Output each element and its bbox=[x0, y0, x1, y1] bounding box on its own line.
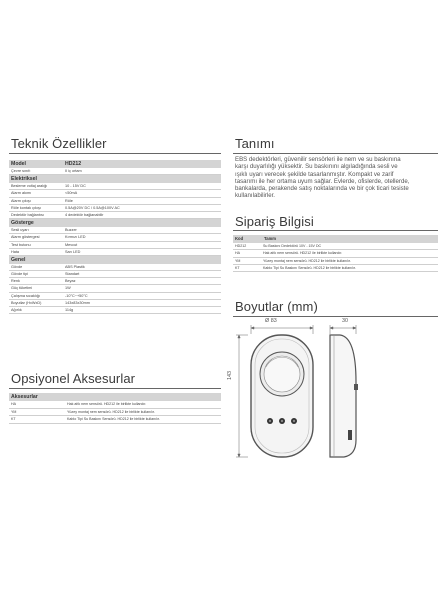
spec-row bbox=[9, 278, 221, 285]
opsiyonel-header: Aksesurlar bbox=[9, 393, 221, 401]
spec-section-header: Genel bbox=[9, 256, 221, 264]
accessory-row bbox=[9, 416, 221, 424]
accessory-row bbox=[9, 401, 221, 409]
boyutlar-title: Boyutlar (mm) bbox=[235, 299, 318, 314]
opsiyonel-rule bbox=[9, 388, 221, 389]
spec-row bbox=[9, 242, 221, 249]
siparis-rule bbox=[233, 230, 438, 231]
model-label: Model bbox=[11, 161, 26, 167]
tanimi-rule bbox=[233, 153, 438, 154]
spec-key: Sesli uyarı bbox=[11, 228, 29, 233]
description-line: EBS dedektörleri, güvenilir sensörleri ile nem ve su baskınına bbox=[235, 156, 401, 163]
spec-key: Çevre sınıfı bbox=[11, 169, 31, 173]
teknik-rule bbox=[9, 153, 221, 154]
spec-value: Kırmızı LED bbox=[65, 235, 86, 240]
spec-value: 0.5A@20V DC / 0.5A@100V AC bbox=[65, 205, 120, 210]
description-line: kullanılabilirler. bbox=[235, 192, 275, 200]
width-dimension-label: Ø 83 bbox=[265, 318, 277, 324]
description-line: tasarımı ile her ortama uyum sağlar. Evlerde, ofislerde, otellerde, bbox=[235, 177, 410, 185]
spec-key: Alarm göstergesi bbox=[11, 235, 40, 240]
spec-value: <50mA bbox=[65, 191, 78, 196]
spec-key: Test butonu bbox=[11, 242, 31, 247]
order-description: Yüzey montaj nem sensörü. HD212 ile birlikte kullanılır. bbox=[263, 258, 351, 263]
spec-row bbox=[9, 212, 221, 219]
description-line: bankalarda, perakende satış noktalarında ve bir çok ticari tesiste bbox=[235, 185, 409, 193]
spec-value: Röle bbox=[65, 198, 73, 203]
spec-row bbox=[9, 205, 221, 212]
spec-row bbox=[9, 300, 221, 307]
opsiyonel-table bbox=[9, 393, 221, 424]
accessory-row bbox=[9, 409, 221, 417]
device-drawing bbox=[228, 322, 438, 462]
description-line: ışıklı uyarı verecek şekilde tasarlanmıştır. Kompakt ve zarif bbox=[235, 170, 394, 178]
accessory-description: Hak afık nem sensörü. HD212 ile birlikte kullanılır. bbox=[67, 402, 147, 406]
order-row bbox=[233, 265, 438, 272]
spec-key: Ağırlık bbox=[11, 308, 22, 312]
spec-row bbox=[9, 234, 221, 241]
height-dimension-line bbox=[236, 335, 248, 457]
siparis-header bbox=[233, 235, 438, 243]
siparis-col-tanim: Tanım bbox=[264, 236, 277, 241]
spec-key: Boyutlar (HxWxD) bbox=[11, 300, 42, 305]
accessory-description: Kablo Tipi Su Baskını Sensörü. HD212 ile birlikte kullanılır. bbox=[67, 417, 160, 422]
teknik-table bbox=[9, 160, 221, 314]
model-value: HD212 bbox=[65, 161, 82, 167]
spec-value: ABS Plastik bbox=[65, 264, 85, 269]
spec-row bbox=[9, 190, 221, 197]
accessory-code: KT bbox=[11, 417, 16, 422]
order-code: YM bbox=[235, 258, 241, 263]
width-dimension-line bbox=[251, 325, 313, 334]
spec-value: 10 - 15V DC bbox=[65, 184, 86, 189]
spec-value: 143x83x30mm bbox=[65, 300, 90, 305]
teknik-title: Teknik Özellikler bbox=[11, 136, 107, 151]
siparis-table bbox=[233, 235, 438, 272]
order-code: HD212 bbox=[235, 244, 247, 248]
spec-key: Çalışma sıcaklığı bbox=[11, 293, 40, 298]
spec-row bbox=[9, 168, 221, 175]
tanimi-text bbox=[235, 156, 435, 200]
spec-value: Sarı LED bbox=[65, 249, 81, 254]
device-front-view bbox=[251, 335, 313, 457]
model-header bbox=[9, 160, 221, 168]
order-description: Kablo Tipi Su Baskını Sensörü. HD212 ile birlikte kullanılır. bbox=[263, 265, 356, 270]
order-description: Su Baskını Dedektörü 10V - 15V DC bbox=[263, 244, 322, 248]
spec-key: Gövde tipi bbox=[11, 272, 29, 277]
spec-key: Besleme voltaj aralığı bbox=[11, 184, 48, 189]
depth-dimension-line bbox=[330, 325, 356, 334]
order-code: KT bbox=[235, 265, 240, 270]
boyutlar-rule bbox=[233, 316, 438, 317]
spec-row bbox=[9, 198, 221, 205]
spec-value: -10°C~+50°C bbox=[65, 293, 88, 298]
spec-row bbox=[9, 293, 221, 300]
spec-value: Standart bbox=[65, 272, 80, 277]
accessory-description: Yüzey montaj nem sensörü. HD212 ile birlikte kullanılır. bbox=[67, 409, 155, 414]
spec-key: Alarm akımı bbox=[11, 191, 32, 196]
tanimi-title: Tanımı bbox=[235, 136, 275, 151]
device-side-view bbox=[330, 335, 358, 457]
spec-key: Gövde bbox=[11, 264, 23, 269]
spec-section-header: Elektriksel bbox=[9, 175, 221, 183]
spec-section-header: Gösterge bbox=[9, 219, 221, 227]
spec-row bbox=[9, 249, 221, 256]
spec-value: Mevcut bbox=[65, 242, 78, 247]
order-row bbox=[233, 258, 438, 265]
spec-key: Alarm çıkışı bbox=[11, 198, 31, 203]
accessory-code: HA bbox=[11, 402, 16, 406]
accessory-code: YM bbox=[11, 409, 17, 414]
siparis-title: Sipariş Bilgisi bbox=[235, 214, 314, 229]
order-description: Hak afık nem sensörü. HD212 ile birlikte kullanılır. bbox=[263, 251, 343, 256]
order-code: HA bbox=[235, 251, 240, 256]
height-dimension-label: 143 bbox=[227, 371, 233, 380]
order-row bbox=[233, 250, 438, 257]
description-line: karşı duyarlılığı yüksektir. Su baskınını algıladığında sesli ve bbox=[235, 163, 398, 171]
spec-value: 114g bbox=[65, 308, 74, 312]
spec-value: II iç ortam bbox=[65, 169, 82, 173]
spec-key: Röle kontak çıkışı bbox=[11, 205, 41, 210]
spec-row bbox=[9, 285, 221, 292]
spec-value: 4 dedektör bağlanabilir bbox=[65, 212, 104, 217]
spec-value: Buzzer bbox=[65, 228, 77, 233]
spec-row bbox=[9, 271, 221, 278]
spec-row bbox=[9, 307, 221, 314]
spec-key: Hata bbox=[11, 249, 20, 254]
spec-row bbox=[9, 227, 221, 234]
opsiyonel-title: Opsiyonel Aksesurlar bbox=[11, 371, 136, 386]
spec-key: Dedektör bağlantısı bbox=[11, 212, 44, 217]
spec-value: Beyaz bbox=[65, 279, 76, 284]
depth-dimension-label: 30 bbox=[342, 318, 348, 324]
spec-value: 1W bbox=[65, 286, 71, 291]
spec-row bbox=[9, 264, 221, 271]
spec-key: Güç tüketimi bbox=[11, 286, 33, 291]
spec-row bbox=[9, 183, 221, 190]
siparis-col-kod: Kod bbox=[235, 236, 244, 241]
order-row bbox=[233, 243, 438, 250]
spec-key: Renk bbox=[11, 279, 20, 284]
